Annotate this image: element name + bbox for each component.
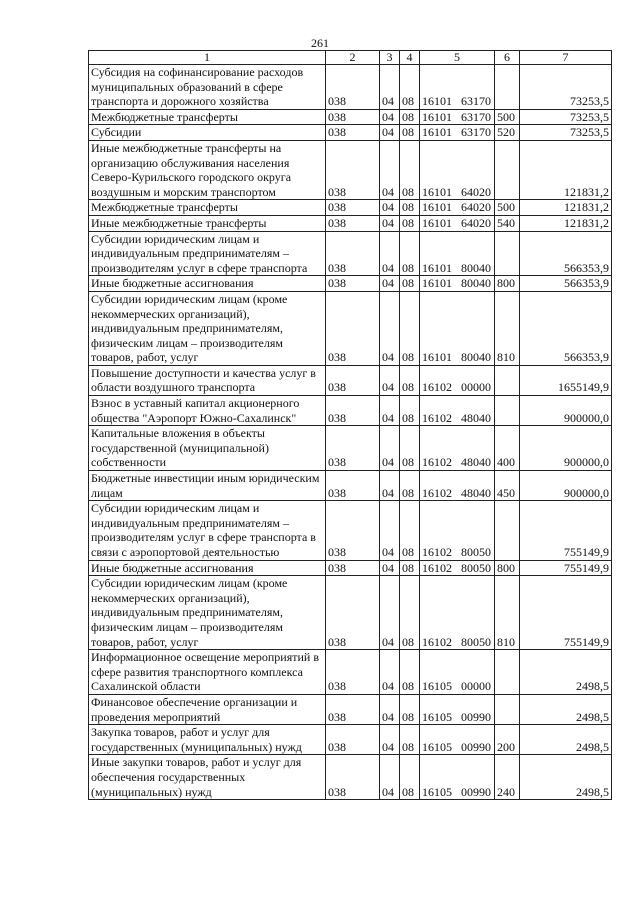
row-subsection-code: 08	[400, 65, 420, 110]
row-name: Субсидии юридическим лицам (кроме некоммерческих организаций), индивидуальным предпринимателям, физическим лицам – производителям товаров, работ, услуг	[89, 576, 326, 650]
row-name: Иные закупки товаров, работ и услуг для обеспечения государственных (муниципальных) нужд	[89, 755, 326, 800]
row-target-article: 16101 80040	[420, 231, 495, 276]
row-expense-type: 540	[495, 215, 520, 231]
header-col-5: 5	[420, 51, 495, 65]
table-row	[89, 650, 612, 695]
row-section-code: 04	[380, 231, 400, 276]
row-amount: 566353,9	[520, 231, 612, 276]
row-section-code: 04	[380, 365, 400, 395]
row-amount: 2498,5	[520, 725, 612, 755]
row-section-code: 04	[380, 125, 400, 141]
table-row	[89, 276, 612, 292]
row-section-code: 04	[380, 694, 400, 724]
row-subsection-code: 08	[400, 755, 420, 800]
table-row	[89, 65, 612, 110]
row-expense-type	[495, 140, 520, 199]
row-amount: 755149,9	[520, 501, 612, 560]
row-target-article: 16102 48040	[420, 396, 495, 426]
row-target-article: 16102 80050	[420, 560, 495, 576]
row-expense-type: 200	[495, 725, 520, 755]
row-subsection-code: 08	[400, 650, 420, 695]
row-ved-code: 038	[326, 109, 380, 125]
row-name: Финансовое обеспечение организации и проведения мероприятий	[89, 694, 326, 724]
row-target-article: 16102 48040	[420, 471, 495, 501]
header-row	[89, 51, 612, 65]
row-target-article: 16102 80050	[420, 576, 495, 650]
row-ved-code: 038	[326, 200, 380, 216]
row-target-article: 16102 48040	[420, 426, 495, 471]
row-name: Иные межбюджетные трансферты на организацию обслуживания населения Северо-Курильского городского округа воздушным и морским транспортом	[89, 140, 326, 199]
row-subsection-code: 08	[400, 215, 420, 231]
row-target-article: 16102 00000	[420, 365, 495, 395]
row-amount: 2498,5	[520, 755, 612, 800]
table-row	[89, 755, 612, 800]
header-col-4: 4	[400, 51, 420, 65]
row-section-code: 04	[380, 755, 400, 800]
row-subsection-code: 08	[400, 501, 420, 560]
table-row	[89, 109, 612, 125]
row-ved-code: 038	[326, 650, 380, 695]
budget-table	[88, 50, 612, 800]
row-name: Закупка товаров, работ и услуг для государственных (муниципальных) нужд	[89, 725, 326, 755]
row-section-code: 04	[380, 576, 400, 650]
row-amount: 73253,5	[520, 109, 612, 125]
row-section-code: 04	[380, 725, 400, 755]
row-expense-type: 810	[495, 291, 520, 365]
row-subsection-code: 08	[400, 471, 420, 501]
row-subsection-code: 08	[400, 694, 420, 724]
row-amount: 2498,5	[520, 694, 612, 724]
row-amount: 121831,2	[520, 215, 612, 231]
row-ved-code: 038	[326, 560, 380, 576]
row-section-code: 04	[380, 140, 400, 199]
table-row	[89, 125, 612, 141]
row-expense-type	[495, 65, 520, 110]
row-ved-code: 038	[326, 396, 380, 426]
row-amount: 755149,9	[520, 560, 612, 576]
row-name: Субсидии юридическим лицам и индивидуальным предпринимателям – производителям услуг в сфере транспорта	[89, 231, 326, 276]
row-expense-type: 400	[495, 426, 520, 471]
row-expense-type	[495, 365, 520, 395]
row-target-article: 16101 80040	[420, 276, 495, 292]
row-target-article: 16105 00990	[420, 755, 495, 800]
header-col-7: 7	[520, 51, 612, 65]
table-row	[89, 725, 612, 755]
row-amount: 900000,0	[520, 471, 612, 501]
row-target-article: 16101 64020	[420, 200, 495, 216]
table-row	[89, 396, 612, 426]
row-name: Субсидии	[89, 125, 326, 141]
table-row	[89, 501, 612, 560]
row-name: Взнос в уставный капитал акционерного общества "Аэропорт Южно-Сахалинск"	[89, 396, 326, 426]
row-name: Бюджетные инвестиции иным юридическим лицам	[89, 471, 326, 501]
header-col-3: 3	[380, 51, 400, 65]
row-expense-type	[495, 231, 520, 276]
row-target-article: 16101 80040	[420, 291, 495, 365]
row-section-code: 04	[380, 200, 400, 216]
row-subsection-code: 08	[400, 291, 420, 365]
row-name: Иные межбюджетные трансферты	[89, 215, 326, 231]
row-expense-type: 500	[495, 109, 520, 125]
row-section-code: 04	[380, 650, 400, 695]
row-expense-type: 520	[495, 125, 520, 141]
row-amount: 121831,2	[520, 200, 612, 216]
row-expense-type: 240	[495, 755, 520, 800]
table-row	[89, 291, 612, 365]
table-row	[89, 426, 612, 471]
table-body	[89, 65, 612, 800]
row-amount: 566353,9	[520, 276, 612, 292]
table-row	[89, 471, 612, 501]
row-subsection-code: 08	[400, 231, 420, 276]
row-target-article: 16102 80050	[420, 501, 495, 560]
row-target-article: 16101 64020	[420, 215, 495, 231]
row-ved-code: 038	[326, 725, 380, 755]
row-target-article: 16101 64020	[420, 140, 495, 199]
row-section-code: 04	[380, 471, 400, 501]
row-expense-type	[495, 396, 520, 426]
row-name: Субсидии юридическим лицам и индивидуальным предпринимателям – производителям услуг в сфере транспорта в связи с аэропортовой деятельностью	[89, 501, 326, 560]
table-row	[89, 200, 612, 216]
table-row	[89, 560, 612, 576]
row-section-code: 04	[380, 426, 400, 471]
row-ved-code: 038	[326, 426, 380, 471]
row-target-article: 16105 00000	[420, 650, 495, 695]
row-amount: 73253,5	[520, 65, 612, 110]
row-section-code: 04	[380, 501, 400, 560]
row-subsection-code: 08	[400, 276, 420, 292]
row-expense-type: 800	[495, 560, 520, 576]
row-ved-code: 038	[326, 291, 380, 365]
row-section-code: 04	[380, 109, 400, 125]
row-ved-code: 038	[326, 276, 380, 292]
row-ved-code: 038	[326, 365, 380, 395]
table-row	[89, 576, 612, 650]
row-target-article: 16105 00990	[420, 725, 495, 755]
row-subsection-code: 08	[400, 125, 420, 141]
row-target-article: 16105 00990	[420, 694, 495, 724]
row-section-code: 04	[380, 560, 400, 576]
row-section-code: 04	[380, 396, 400, 426]
page-number: 261	[311, 36, 329, 50]
row-amount: 755149,9	[520, 576, 612, 650]
row-section-code: 04	[380, 276, 400, 292]
row-target-article: 16101 63170	[420, 125, 495, 141]
row-name: Межбюджетные трансферты	[89, 109, 326, 125]
row-amount: 121831,2	[520, 140, 612, 199]
table-row	[89, 231, 612, 276]
row-expense-type: 500	[495, 200, 520, 216]
row-ved-code: 038	[326, 694, 380, 724]
row-amount: 73253,5	[520, 125, 612, 141]
row-name: Межбюджетные трансферты	[89, 200, 326, 216]
table-row	[89, 215, 612, 231]
table-row	[89, 694, 612, 724]
header-col-6: 6	[495, 51, 520, 65]
row-amount: 2498,5	[520, 650, 612, 695]
row-section-code: 04	[380, 65, 400, 110]
row-name: Иные бюджетные ассигнования	[89, 560, 326, 576]
header-col-2: 2	[326, 51, 380, 65]
row-ved-code: 038	[326, 471, 380, 501]
row-amount: 900000,0	[520, 396, 612, 426]
row-name: Капитальные вложения в объекты государственной (муниципальной) собственности	[89, 426, 326, 471]
row-subsection-code: 08	[400, 426, 420, 471]
row-subsection-code: 08	[400, 396, 420, 426]
row-target-article: 16101 63170	[420, 65, 495, 110]
row-name: Иные бюджетные ассигнования	[89, 276, 326, 292]
row-ved-code: 038	[326, 125, 380, 141]
row-subsection-code: 08	[400, 365, 420, 395]
row-section-code: 04	[380, 215, 400, 231]
row-subsection-code: 08	[400, 200, 420, 216]
row-expense-type	[495, 650, 520, 695]
row-target-article: 16101 63170	[420, 109, 495, 125]
row-expense-type: 810	[495, 576, 520, 650]
row-name: Информационное освещение мероприятий в сфере развития транспортного комплекса Сахалинской области	[89, 650, 326, 695]
row-expense-type	[495, 694, 520, 724]
row-name: Повышение доступности и качества услуг в области воздушного транспорта	[89, 365, 326, 395]
row-subsection-code: 08	[400, 560, 420, 576]
row-amount: 1655149,9	[520, 365, 612, 395]
row-ved-code: 038	[326, 576, 380, 650]
row-ved-code: 038	[326, 140, 380, 199]
row-expense-type: 800	[495, 276, 520, 292]
row-subsection-code: 08	[400, 725, 420, 755]
row-name: Субсидия на софинансирование расходов муниципальных образований в сфере транспорта и дорожного хозяйства	[89, 65, 326, 110]
row-ved-code: 038	[326, 65, 380, 110]
header-col-1: 1	[89, 51, 326, 65]
row-section-code: 04	[380, 291, 400, 365]
table-row	[89, 365, 612, 395]
row-name: Субсидии юридическим лицам (кроме некоммерческих организаций), индивидуальным предпринимателям, физическим лицам – производителям товаров, работ, услуг	[89, 291, 326, 365]
table-row	[89, 140, 612, 199]
row-subsection-code: 08	[400, 109, 420, 125]
row-amount: 566353,9	[520, 291, 612, 365]
row-ved-code: 038	[326, 501, 380, 560]
row-subsection-code: 08	[400, 576, 420, 650]
row-subsection-code: 08	[400, 140, 420, 199]
row-ved-code: 038	[326, 231, 380, 276]
row-expense-type: 450	[495, 471, 520, 501]
row-amount: 900000,0	[520, 426, 612, 471]
row-ved-code: 038	[326, 755, 380, 800]
row-expense-type	[495, 501, 520, 560]
row-ved-code: 038	[326, 215, 380, 231]
